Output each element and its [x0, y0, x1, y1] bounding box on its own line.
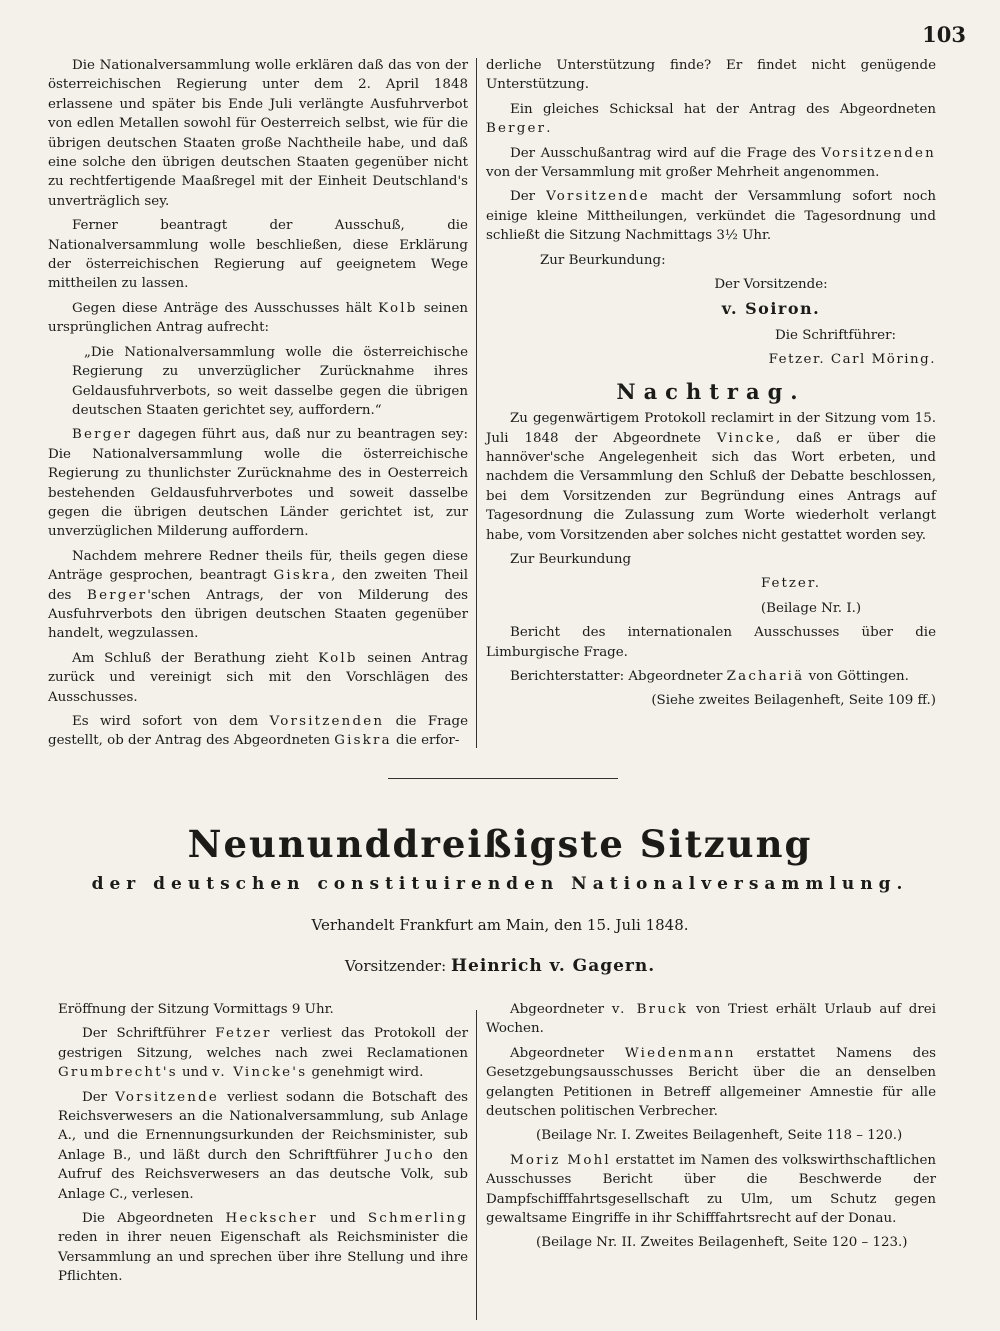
speaker-name: Vorsitzende [546, 189, 650, 205]
session-title: Neununddreißigste Sitzung [187, 822, 813, 866]
speaker-name: Heckscher [225, 1211, 318, 1227]
top-left-column [48, 56, 468, 756]
schriftfuehrer-signatures: Fetzer. Carl Möring. [768, 352, 936, 368]
vorsitzende-label: Der Vorsitzende: [714, 277, 828, 293]
paragraph: Abgeordneter Wiedenmann erstattet Namens des Gesetzgebungsausschusses Bericht über die an denselben gelangten Petitionen in Betreff allgemeiner Amnestie für alle deutschen politischen Verbrecher. [486, 1045, 936, 1120]
speaker-name: Moriz Mohl [510, 1152, 611, 1168]
speaker-name: Vorsitzenden [269, 714, 385, 729]
speaker-name: Giskra [334, 733, 392, 749]
beurkundung-label: Zur Beurkundung: [540, 252, 666, 268]
speaker-name: Vincke [716, 430, 776, 446]
beilage-reference: (Beilage Nr. I. Zweites Beilagenheft, Seite 118 – 120.) [536, 1128, 903, 1144]
speaker-name: Jucho [385, 1147, 435, 1163]
speaker-name: Kolb [378, 300, 418, 316]
vorsitzende-signature: v. Soiron. [721, 299, 821, 319]
speaker-name: Vorsitzende [115, 1089, 219, 1105]
paragraph: Eröffnung der Sitzung Vormittags 9 Uhr. [58, 1002, 334, 1017]
session-place-date: Verhandelt Frankfurt am Main, den 15. Juli 1848. [311, 916, 689, 934]
paragraph: Moriz Mohl erstattet im Namen des volkswirthschaftlichen Ausschusses Bericht über die Beschwerde der Dampfschifffahrtsgesellschaft zu Ulm, um Schutz gegen gewaltsame Eingriffe in ihr Schifffahrtsrecht auf der Donau. [486, 1152, 936, 1227]
beurkundung-label: Zur Beurkundung [510, 551, 632, 567]
paragraph: Die Nationalversammlung wolle erklären daß das von der österreichischen Regierung unter dem 2. April 1848 erlassene und später bis Ende Juli verlängte Ausfuhrverbot von edlen Metallen sowohl für Oesterreich selbst, wie für die übrigen deutschen Staaten große Nachtheile habe, und daß eine solche den übrigen deutschen Staaten gegenüber nicht zu rechtfertigende Maaßregel mit der Einheit Deutschland's unverträglich sey. [48, 58, 468, 209]
speaker-name: Grumbrecht's [58, 1065, 178, 1081]
paragraph: Am Schluß der Berathung zieht Kolb seinen Antrag zurück und vereinigt sich mit den Vorschlägen des Ausschusses. [48, 650, 469, 705]
paragraph: Die Abgeordneten Heckscher und Schmerling reden in ihrer neuen Eigenschaft als Reichsminister die Versammlung an und sprechen über ihre Stellung und ihre Pflichten. [58, 1211, 469, 1285]
paragraph: Gegen diese Anträge des Ausschusses hält Kolb seinen ursprünglichen Antrag aufrecht: [48, 300, 468, 336]
speaker-name: Berger [72, 427, 133, 443]
column-divider [476, 58, 477, 748]
chair-name: Heinrich v. Gagern. [450, 956, 656, 976]
paragraph: Der Ausschußantrag wird auf die Frage des Vorsitzenden von der Versammlung mit großer Mehrheit angenommen. [486, 145, 936, 181]
bottom-left-column [58, 1000, 468, 1292]
speaker-name: Schmerling [367, 1211, 469, 1227]
speaker-name: v. Vincke's [212, 1065, 308, 1081]
nachtrag-heading: Nachtrag. [616, 378, 806, 404]
quoted-motion: „Die Nationalversammlung wolle die österreichische Regierung zu unverzüglicher Zurücknahme ihres Geldausfuhrverbots, so weit dasselbe gegen die übrigen deutschen Staaten gerichtet sey, auffordern.“ [72, 344, 468, 418]
speaker-name: v. Bruck [611, 1002, 689, 1017]
column-divider [476, 1010, 477, 1320]
page-number: 103 [922, 22, 966, 47]
paragraph: Nachdem mehrere Redner theils für, theils gegen diese Anträge gesprochen, beantragt Giskra, den zweiten Theil des Berger'schen Antrags, der von Milderung des Ausfuhrverbots den übrigen deutschen Staaten gegenüber handelt, wegzulassen. [48, 548, 469, 642]
paragraph: Bericht des internationalen Ausschusses über die Limburgische Frage. [486, 625, 936, 660]
paragraph: Zu gegenwärtigem Protokoll reclamirt in der Sitzung vom 15. Juli 1848 der Abgeordnete Vincke, daß er über die hannöver'sche Angelegenheit sich das Wort erbeten, und nachdem die Versammlung den Schluß der Debatte beschlossen, bei dem Vorsitzenden zur Begründung eines Antrags auf Tagesordnung die Zulassung zum Worte wiederholt verlangt habe, vom Vorsitzenden aber solches nicht gestattet worden sey. [486, 411, 936, 543]
speaker-name: Vorsitzenden [821, 145, 936, 161]
beilage-reference: (Siehe zweites Beilagenheft, Seite 109 ff.) [651, 693, 936, 709]
speaker-name: Fetzer [215, 1026, 272, 1042]
section-divider [388, 778, 618, 779]
speaker-name: Kolb [318, 650, 358, 666]
paragraph: Ferner beantragt der Ausschuß, die Nationalversammlung wolle beschließen, diese Erklärung der österreichischen Regierung auf geeignetem Wege mittheilen zu lassen. [48, 218, 468, 292]
paragraph: Berichterstatter: Abgeordneter Zachariä von Göttingen. [510, 668, 909, 684]
speaker-name: Zachariä [726, 668, 805, 684]
paragraph: Der Vorsitzende verliest sodann die Botschaft des Reichsverwesers an die Nationalversammlung, sub Anlage A., und die Ernennungsurkunden der Reichsminister, sub Anlage B., und läßt durch den Schriftführer Jucho den Aufruf des Reichsverwesers an das deutsche Volk, sub Anlage C., verlesen. [58, 1089, 469, 1202]
signature: Fetzer. [760, 576, 822, 592]
beilage-reference: (Beilage Nr. II. Zweites Beilagenheft, Seite 120 – 123.) [536, 1235, 908, 1251]
paragraph: Es wird sofort von dem Vorsitzenden die Frage gestellt, ob der Antrag des Abgeordneten Giskra die erfor- [48, 714, 468, 749]
session-chair: Vorsitzender: Heinrich v. Gagern. [344, 956, 656, 976]
bottom-right-column [486, 1000, 936, 1258]
speaker-name: Berger [87, 587, 148, 603]
speaker-name: Berger [486, 121, 547, 137]
speaker-name: Giskra [273, 568, 332, 584]
beilage-reference: (Beilage Nr. I.) [760, 600, 862, 616]
paragraph: Der Schriftführer Fetzer verliest das Protokoll der gestrigen Sitzung, welches nach zwei Reclamationen Grumbrecht's und v. Vincke's genehmigt wird. [58, 1026, 468, 1081]
paragraph: Ein gleiches Schicksal hat der Antrag des Abgeordneten Berger. [486, 101, 936, 137]
paragraph: Abgeordneter v. Bruck von Triest erhält Urlaub auf drei Wochen. [486, 1002, 936, 1037]
speaker-name: Wiedenmann [624, 1045, 736, 1061]
schriftfuehrer-label: Die Schriftführer: [775, 327, 896, 343]
paragraph: Der Vorsitzende macht der Versammlung sofort noch einige kleine Mittheilungen, verkündet die Tagesordnung und schließt die Sitzung Nachmittags 3½ Uhr. [486, 189, 936, 244]
paragraph: derliche Unterstützung finde? Er findet nicht genügende Unterstützung. [486, 58, 936, 93]
session-subtitle: der deutschen constituirenden Nationalversammlung. [91, 874, 909, 894]
top-right-column [486, 56, 936, 716]
paragraph: Berger dagegen führt aus, daß nur zu beantragen sey: Die Nationalversammlung wolle die österreichische Regierung zu thunlichster Zurücknahme des in Oesterreich bestehenden Geldausfuhrverbotes und soweit dasselbe gegen die übrigen deutschen Länder gerichtet ist, zur unverzüglichen Milderung auffordern. [48, 427, 468, 540]
